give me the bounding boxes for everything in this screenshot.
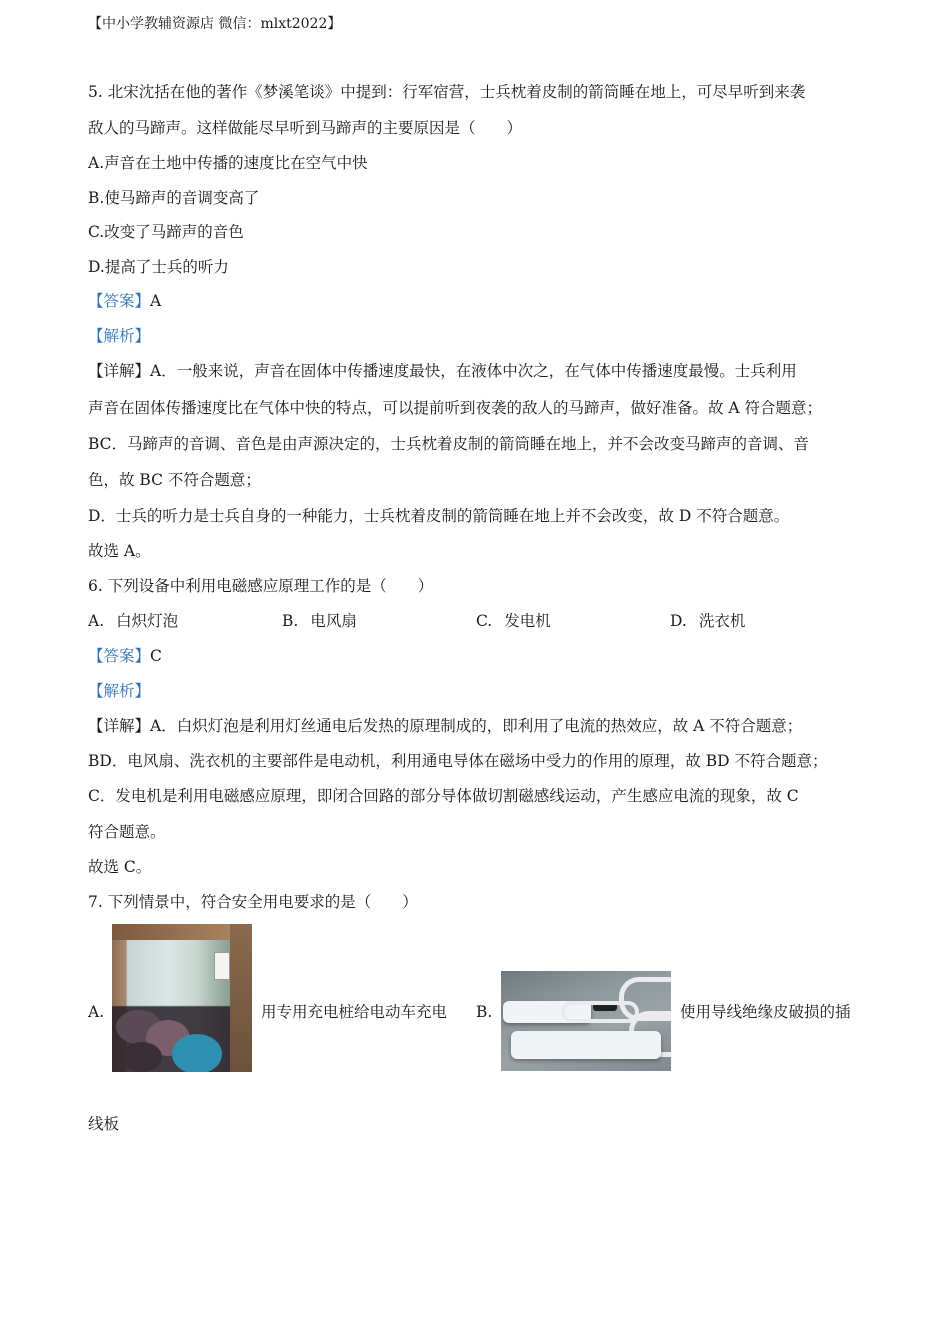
q6-option-b (282, 611, 357, 631)
answer-value: C (150, 647, 162, 665)
detail-tag: 【详解】 (88, 362, 151, 380)
option-text: 发电机 (504, 612, 551, 630)
detail-text: A．一般来说，声音在固体中传播速度最快，在液体中次之，在气体中传播速度最慢。士兵利用 (150, 362, 797, 380)
q6-option-a (88, 611, 178, 631)
option-key: C. (88, 223, 105, 241)
detail-tag: 【详解】 (88, 717, 151, 735)
option-text: 使马蹄声的音调变高了 (104, 189, 260, 207)
q5-detail-line2: 声音在固体传播速度比在气体中快的特点，可以提前听到夜袭的敌人的马蹄声，做好准备。故 A 符合题意； (88, 399, 823, 417)
wooden-pole (230, 924, 252, 1072)
q6-detail-line1 (88, 716, 802, 736)
option-key: A. (88, 612, 105, 630)
q5-answer (88, 291, 161, 311)
option-text: 声音在土地中传播的速度比在空气中快 (104, 154, 368, 172)
q7-stem: 7. 下列情景中，符合安全用电要求的是（ ） (88, 893, 418, 911)
q7-option-a-text: 用专用充电桩给电动车充电 (261, 1003, 448, 1021)
answer-tag: 【答案】 (88, 647, 151, 665)
q5-detail-line4: 色，故 BC 不符合题意； (88, 471, 261, 489)
option-text: 白炽灯泡 (116, 612, 179, 630)
q5-stem-line2: 敌人的马蹄声。这样做能尽早听到马蹄声的主要原因是（ ） (88, 119, 523, 137)
q7-option-b-key: B. (476, 1003, 493, 1021)
option-key: D. (88, 258, 105, 276)
page-header: 【中小学教辅资源店 微信：mlxt2022】 (88, 16, 342, 32)
q5-option-b (88, 188, 259, 208)
q7-option-b-continued: 线板 (88, 1115, 120, 1133)
charging-box-icon (214, 952, 230, 980)
damaged-power-strip-photo (501, 971, 671, 1071)
option-key: B. (88, 189, 105, 207)
q5-option-c (88, 222, 244, 242)
q5-analysis-tag: 【解析】 (88, 327, 151, 345)
q5-detail-line3: BC．马蹄声的音调、音色是由声源决定的，士兵枕着皮制的箭筒睡在地上，并不会改变马蹄声的音调、音 (88, 435, 810, 453)
q7-option-a-key: A. (88, 1003, 105, 1021)
q5-option-d (88, 257, 229, 277)
option-key: C. (476, 612, 493, 630)
q6-analysis-tag: 【解析】 (88, 682, 151, 700)
q5-detail-line5: D．士兵的听力是士兵自身的一种能力，士兵枕着皮制的箭筒睡在地上并不会改变，故 D 不符合题意。 (88, 507, 790, 525)
q6-option-c (476, 611, 551, 631)
option-text: 电风扇 (310, 612, 357, 630)
detail-text: A．白炽灯泡是利用灯丝通电后发热的原理制成的，即利用了电流的热效应，故 A 不符合题意； (150, 717, 803, 735)
answer-value: A (150, 292, 162, 310)
power-strip-shape (511, 1031, 661, 1059)
q6-detail-line2: BD．电风扇、洗衣机的主要部件是电动机，利用通电导体在磁场中受力的作用的原理，故 BD 不符合题意； (88, 752, 828, 770)
answer-tag: 【答案】 (88, 292, 151, 310)
q7-option-b-text: 使用导线绝缘皮破损的插 (680, 1003, 851, 1021)
q5-stem-line1: 5. 北宋沈括在他的著作《梦溪笔谈》中提到：行军宿营，士兵枕着皮制的箭筒睡在地上，可尽早听到来袭 (88, 83, 806, 101)
q5-detail-line1 (88, 361, 797, 381)
option-text: 改变了马蹄声的音色 (104, 223, 244, 241)
option-key: D. (670, 612, 687, 630)
wire-shape (561, 1001, 639, 1023)
scooter-shape (122, 1042, 162, 1072)
scooter-shape (172, 1034, 222, 1072)
option-text: 提高了士兵的听力 (104, 258, 229, 276)
option-key: B. (282, 612, 299, 630)
q6-conclusion: 故选 C。 (88, 858, 152, 876)
option-text: 洗衣机 (698, 612, 746, 630)
q5-conclusion: 故选 A。 (88, 542, 151, 560)
charging-station-photo (112, 924, 252, 1072)
q6-answer (88, 646, 162, 666)
option-key: A. (88, 154, 105, 172)
q6-detail-line4: 符合题意。 (88, 823, 166, 841)
q6-option-d (670, 611, 745, 631)
q5-option-a (88, 153, 368, 173)
q6-detail-line3: C．发电机是利用电磁感应原理，即闭合回路的部分导体做切割磁感线运动，产生感应电流的现象，故 C (88, 787, 799, 805)
q6-stem: 6. 下列设备中利用电磁感应原理工作的是（ ） (88, 577, 434, 595)
